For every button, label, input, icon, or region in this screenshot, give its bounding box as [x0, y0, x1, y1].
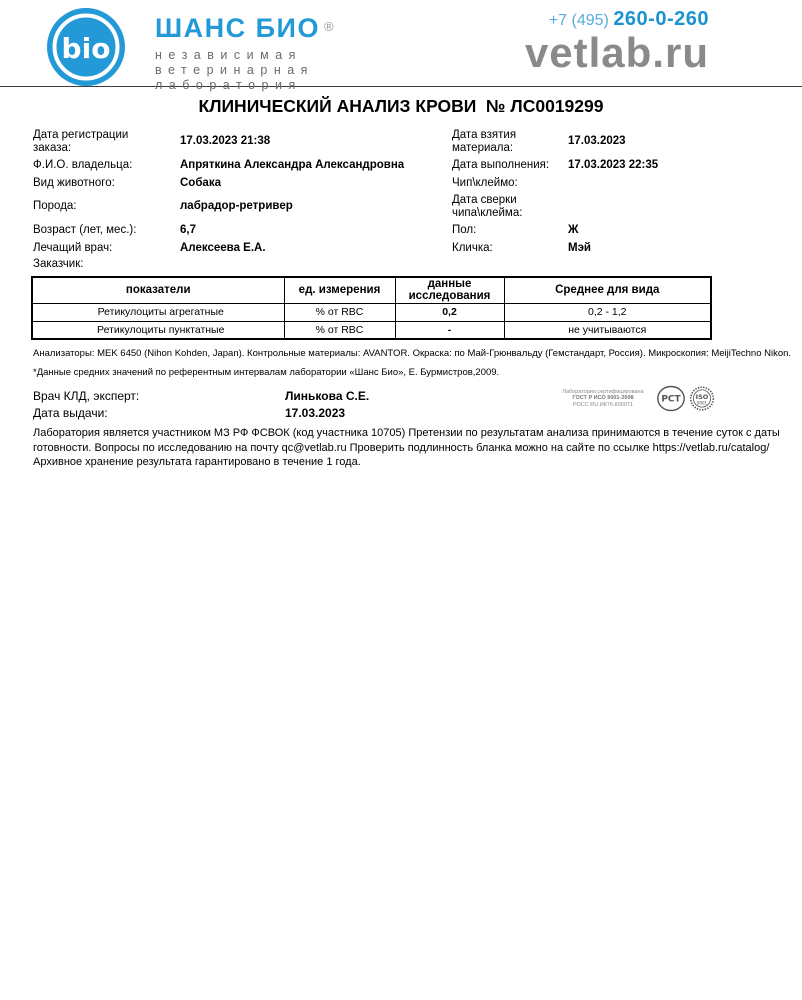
- field-value: Ж: [568, 223, 579, 236]
- table-row: [32, 321, 711, 339]
- tagline-line: лаборатория: [155, 78, 302, 92]
- field-label: Кличка:: [452, 241, 493, 254]
- svg-text:ISO: ISO: [695, 393, 709, 401]
- field-value: 6,7: [180, 223, 196, 236]
- unit-cell: % от RBC: [284, 321, 395, 339]
- indicator-cell: Ретикулоциты пунктатные: [32, 321, 284, 339]
- column-header-unit: ед. измерения: [284, 277, 395, 303]
- field-label: Дата сверки чипа\клейма:: [452, 193, 523, 219]
- column-header-indicator: показатели: [32, 277, 284, 303]
- field-value: Алексеева Е.А.: [180, 241, 266, 254]
- result-cell: -: [395, 321, 504, 339]
- field-label: Порода:: [33, 200, 77, 212]
- certification-block: [553, 385, 715, 412]
- analyzers-note: Анализаторы: MEK 6450 (Nihon Kohden, Japan). Контрольные материалы: AVANTOR. Окраска: по Май-Грюнвальду (Гемстандарт, Россия). Микроскопия: MeijiTechno Nikon.: [33, 348, 792, 359]
- field-label: Ф.И.О. владельца:: [33, 158, 133, 171]
- svg-text:РСТ: РСТ: [661, 394, 681, 405]
- certification-text: [553, 389, 653, 409]
- phone-line: [525, 8, 709, 31]
- info-row: [33, 174, 773, 192]
- field-label: Лечащий врач:: [33, 241, 113, 254]
- info-row: [33, 221, 773, 239]
- report-header: [0, 0, 802, 92]
- field-value: Мэй: [568, 241, 591, 254]
- doctor-label: Врач КЛД, эксперт:: [33, 388, 140, 403]
- tagline-line: ветеринарная: [155, 63, 314, 77]
- lab-logo: [35, 7, 335, 93]
- bio-logo-icon: [35, 7, 143, 89]
- footer-disclaimer: Лаборатория является участником МЗ РФ ФСВОК (код участника 10705) Претензии по результатам анализа принимаются в течение суток с даты готовности. Вопросы по исследованию на почту qc@vetlab.ru Проверить подлинность бланка можно на сайте по ссылке https://vetlab.ru/catalog/ Архивное хранение результата гарантировано в течение 1 года.: [33, 427, 780, 468]
- reference-intervals-note: *Данные средних значений по референтным интервалам лаборатории «Шанс Био», Е. Бурмистров,2009.: [33, 367, 500, 378]
- reference-cell: 0,2 - 1,2: [504, 303, 711, 321]
- field-value: Апряткина Александра Александровна: [180, 158, 405, 171]
- info-row: [33, 127, 773, 156]
- certification-line: ГОСТ Р ИСО 9001-2008: [572, 395, 634, 402]
- brand-name: [155, 13, 335, 44]
- field-label: Чип\клеймо:: [452, 176, 518, 189]
- column-header-result: данные исследования: [395, 277, 504, 303]
- tagline-line: независимая: [155, 48, 302, 62]
- svg-text:9001: 9001: [696, 400, 708, 406]
- svg-text:bio: bio: [61, 32, 111, 65]
- results-table: [31, 276, 712, 340]
- field-value: 17.03.2023 21:38: [180, 135, 271, 147]
- reference-cell: не учитываются: [504, 321, 711, 339]
- info-row: [33, 156, 773, 174]
- methodology-notes: [33, 348, 799, 379]
- column-header-reference: Среднее для вида: [504, 277, 711, 303]
- logo-text-block: [155, 7, 335, 93]
- field-label: Вид животного:: [33, 176, 115, 189]
- field-label: Пол:: [452, 223, 477, 236]
- doctor-name: Линькова С.Е.: [285, 388, 370, 403]
- field-label: Дата регистрации заказа:: [33, 128, 129, 154]
- phone-number: 260-0-260: [613, 8, 709, 30]
- website-url: vetlab.ru: [524, 29, 709, 76]
- field-label: Заказчик:: [33, 258, 84, 270]
- patient-info-section: [33, 127, 773, 272]
- brand-name-text: ШАНС БИО: [155, 13, 320, 43]
- field-value: 17.03.2023: [568, 135, 626, 147]
- info-row: [33, 257, 773, 272]
- registered-trademark: ®: [323, 19, 336, 34]
- issue-date-label: Дата выдачи:: [33, 405, 108, 420]
- field-value: 17.03.2023 22:35: [568, 158, 659, 171]
- issue-date-value: 17.03.2023: [285, 405, 346, 420]
- brand-tagline: [155, 48, 335, 93]
- phone-prefix: +7 (495): [548, 12, 609, 29]
- field-label: Дата выполнения:: [452, 158, 550, 171]
- header-contacts: [525, 8, 709, 75]
- result-cell: 0,2: [395, 303, 504, 321]
- report-title: КЛИНИЧЕСКИЙ АНАЛИЗ КРОВИ № ЛС0019299: [198, 96, 604, 116]
- field-value: Собака: [180, 176, 221, 189]
- field-label: Возраст (лет, мес.):: [33, 223, 137, 236]
- indicator-cell: Ретикулоциты агрегатные: [32, 303, 284, 321]
- rst-certification-icon: [656, 385, 686, 412]
- field-label: Дата взятия материала:: [452, 128, 517, 154]
- iso-certification-icon: [689, 385, 715, 412]
- info-row: [33, 192, 773, 221]
- table-row: [32, 303, 711, 321]
- unit-cell: % от RBC: [284, 303, 395, 321]
- certification-line: РОСС RU.ИК76.К00071: [572, 401, 634, 408]
- certification-line: Лаборатория сертифицирована: [562, 388, 644, 395]
- signoff-section: [33, 387, 773, 421]
- table-header-row: [32, 277, 711, 303]
- field-value: лабрадор-ретривер: [180, 200, 293, 212]
- info-row: [33, 239, 773, 257]
